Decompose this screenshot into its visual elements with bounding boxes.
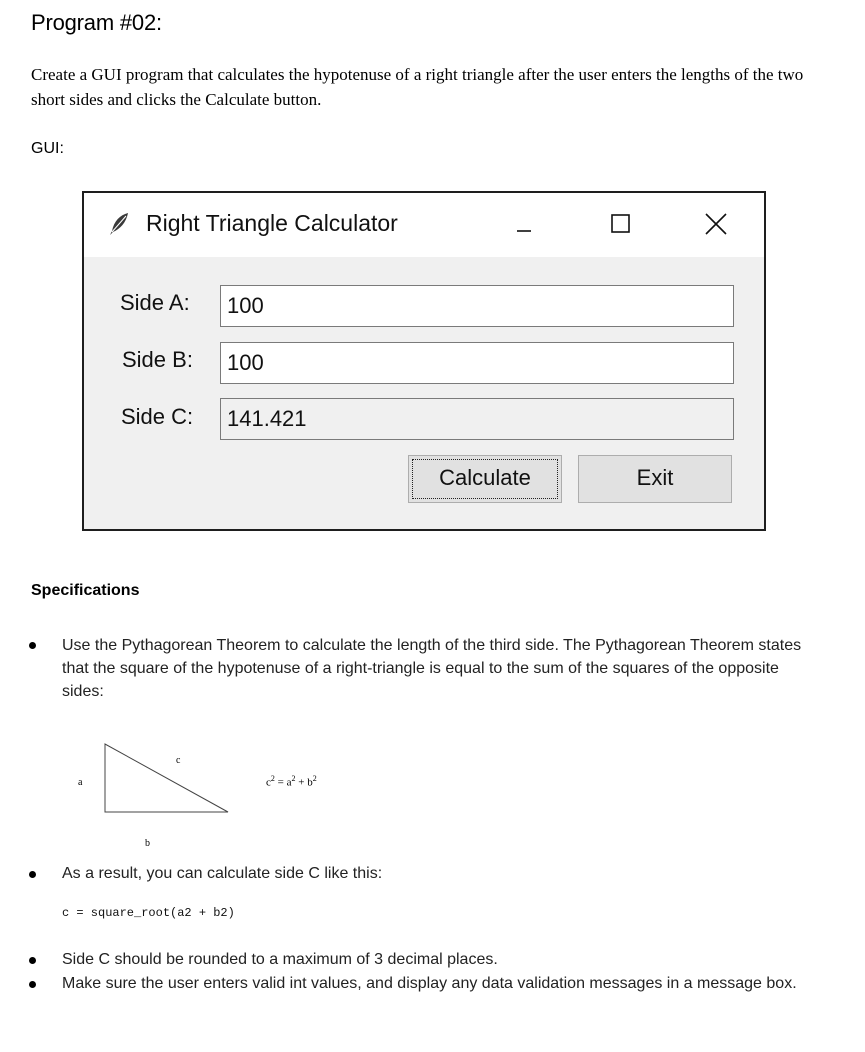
- side-b-input[interactable]: 100: [220, 342, 734, 384]
- intro-paragraph: Create a GUI program that calculates the hypotenuse of a right triangle after the user enters the lengths of the two short sides and clicks the Calculate button.: [31, 65, 804, 109]
- triangle-label-a: a: [78, 777, 83, 788]
- spec-bullet-1: Use the Pythagorean Theorem to calculate the length of the third side. The Pythagorean Theorem states that the square of the hypotenuse of a right-triangle is equal to the sum of the squares of the opposite sides:: [62, 637, 802, 700]
- bullet-dot: [29, 871, 36, 878]
- side-c-output: 141.421: [220, 398, 734, 440]
- side-a-input[interactable]: 100: [220, 285, 734, 327]
- page-heading: Program #02:: [31, 10, 162, 35]
- bullet-dot: [29, 957, 36, 964]
- gui-label: GUI:: [31, 140, 64, 157]
- calculate-button-label: Calculate: [439, 465, 531, 490]
- spec-bullet-4: Make sure the user enters valid int values, and display any data validation messages in a message box.: [62, 975, 797, 992]
- app-window: [82, 191, 766, 531]
- code-sample: c = square_root(a2 + b2): [62, 906, 235, 920]
- window-title: Right Triangle Calculator: [146, 210, 398, 236]
- triangle-diagram: [95, 740, 235, 820]
- triangle-label-c: c: [176, 755, 181, 766]
- side-b-label: Side B:: [122, 347, 193, 372]
- side-a-label: Side A:: [120, 290, 190, 315]
- feather-icon: [106, 211, 132, 242]
- side-c-label: Side C:: [121, 404, 194, 429]
- bullet-dot: [29, 981, 36, 988]
- exit-button[interactable]: [578, 455, 732, 503]
- close-icon[interactable]: [696, 205, 736, 245]
- calculate-button[interactable]: [408, 455, 562, 503]
- triangle-label-b: b: [145, 838, 150, 849]
- pythagorean-formula: $c^2 = a^2 + b^2$: [266, 774, 317, 789]
- minimize-icon[interactable]: [504, 205, 544, 245]
- specifications-heading: Specifications: [31, 582, 140, 599]
- window-titlebar: [84, 193, 764, 257]
- spec-bullet-2: As a result, you can calculate side C like this:: [62, 865, 383, 882]
- maximize-icon[interactable]: [600, 205, 640, 245]
- spec-bullet-3: Side C should be rounded to a maximum of 3 decimal places.: [62, 951, 498, 968]
- bullet-dot: [29, 642, 36, 649]
- exit-button-label: Exit: [636, 465, 674, 490]
